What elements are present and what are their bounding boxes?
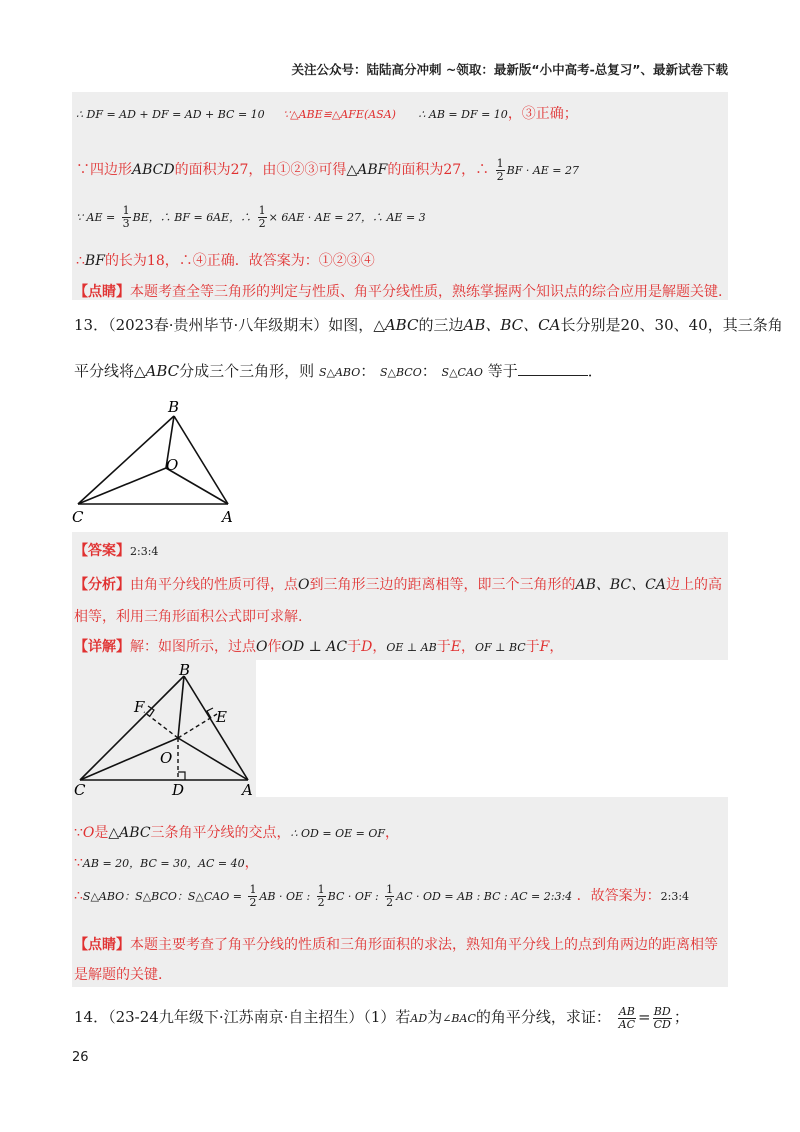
note-line-12: 【点睛】本题考查全等三角形的判定与性质、角平分线性质，熟练掌握两个知识点的综合应用是解题关键.	[74, 284, 723, 300]
proof-line-1: ∵O是△ABC三条角平分线的交点，∴ OD = OE = OF，	[74, 825, 399, 841]
label-o: O	[166, 456, 179, 474]
svg-text:F: F	[134, 698, 145, 716]
triangle-figure-1	[68, 398, 248, 528]
detail-line: 【详解】解：如图所示，过点O作OD ⊥ AC于D，OE ⊥ AB于E，OF ⊥ BC于F，	[74, 639, 564, 655]
right-angle-d	[178, 772, 185, 780]
statement-3-correct: ，③正确；	[507, 106, 578, 122]
detail-label: 【详解】	[74, 639, 130, 655]
label-b: B	[168, 398, 180, 416]
half-fraction: $\frac{1}{2}$	[496, 157, 504, 183]
analysis-line-2: 相等，利用三角形面积公式即可求解.	[74, 609, 303, 625]
svg-text:O: O	[160, 749, 173, 767]
page-header: 关注公众号：陆陆高分冲刺 ~领取：最新版“小中高考-总复习”、最新试卷下载	[291, 62, 728, 77]
ab-equation: ∴ AB = DF = 10	[418, 108, 508, 121]
solution-line-3: ∵ AE = $\frac{1}{3}$ BE，∴ BF = 6AE，∴ $\frac{1}{2}$ × 6AE · AE = 27，∴ AE = 3	[76, 204, 426, 230]
answer-line	[74, 540, 158, 560]
svg-text:A: A	[242, 781, 253, 797]
solution-line-1	[76, 103, 578, 123]
side-cb	[78, 416, 174, 504]
proof-line-2: ∵AB = 20，BC = 30，AC = 40，	[74, 855, 259, 871]
ratio-bd-cd: $\frac{BD}{CD}$	[653, 1005, 671, 1031]
side-ba	[174, 416, 228, 504]
bisector-co	[78, 468, 166, 504]
ratio-ab-ac: $\frac{AB}{AC}$	[618, 1005, 636, 1031]
half-fraction-2: $\frac{1}{2}$	[258, 204, 266, 230]
df-equation: ∴ DF = AD + DF = AD + BC = 10	[76, 108, 265, 121]
svg-text:B: B	[179, 661, 191, 679]
svg-text:C: C	[74, 781, 86, 797]
congruence-statement: ∵△ABE≌△AFE(ASA)	[283, 108, 396, 121]
area-bco: S△BCO	[380, 366, 422, 379]
analysis-label: 【分析】	[74, 577, 130, 593]
area-abo: S△ABO	[318, 366, 361, 379]
question-number: 14．	[74, 1008, 109, 1027]
label-a: A	[222, 508, 233, 526]
note-label: 【点睛】	[74, 284, 130, 300]
perp-of	[144, 712, 178, 738]
question-13-line-1: 13．（2023春·贵州毕节·八年级期末）如图，△ABC的三边AB、BC、CA长分别是20、30、40，其三条角	[74, 316, 783, 334]
answer-value: 2:3:4	[130, 545, 159, 558]
analysis-line-1: 【分析】由角平分线的性质可得，点O到三角形三边的距离相等，即三个三角形的AB、BC、CA边上的高	[74, 577, 722, 593]
svg-text:D: D	[172, 781, 185, 797]
page-number: 26	[72, 1050, 89, 1065]
question-number: 13．	[74, 316, 109, 334]
question-14-line: 14．（23-24九年级下·江苏南京·自主招生）（1）若AD为∠BAC的角平分线，求证： $\frac{AB}{AC}$ = $\frac{BD}{CD}$ ；	[74, 1005, 689, 1031]
note-line-13b: 是解题的关键.	[74, 967, 163, 983]
proof-line-3: ∴S△ABO：S△BCO：S△CAO = $\frac{1}{2}$ AB · OE : $\frac{1}{2}$ BC · OF : $\frac{1}{2}$ AC · OD = AB : BC : AC = 2:3:4 ．故答案为：2:3:4	[74, 883, 690, 909]
triangle-figure-2	[72, 660, 256, 797]
answer-blank	[518, 362, 588, 376]
solution-line-4: ∴BF的长为18，∴④正确．故答案为：①②③④	[76, 253, 375, 269]
svg-text:E: E	[216, 708, 227, 726]
area-cao: S△CAO	[441, 366, 483, 379]
solution-line-2: ∵四边形ABCD的面积为27，由①②③可得△ABF的面积为27，∴ $\frac{1}{2}$ BF · AE = 27	[76, 157, 579, 183]
label-c: C	[72, 508, 84, 526]
final-answer: 2:3:4	[660, 890, 690, 904]
question-13-line-2: 平分线将△ABC分成三个三角形，则 S△ABO： S△BCO： S△CAO 等于 ．	[74, 362, 603, 380]
note-line-13a: 【点睛】本题主要考查了角平分线的性质和三角形面积的求法，熟知角平分线上的点到角两边的距离相等	[74, 937, 718, 953]
answer-label: 【答案】	[74, 543, 130, 559]
right-angle-e	[207, 708, 213, 718]
third-fraction: $\frac{1}{3}$	[122, 204, 130, 230]
